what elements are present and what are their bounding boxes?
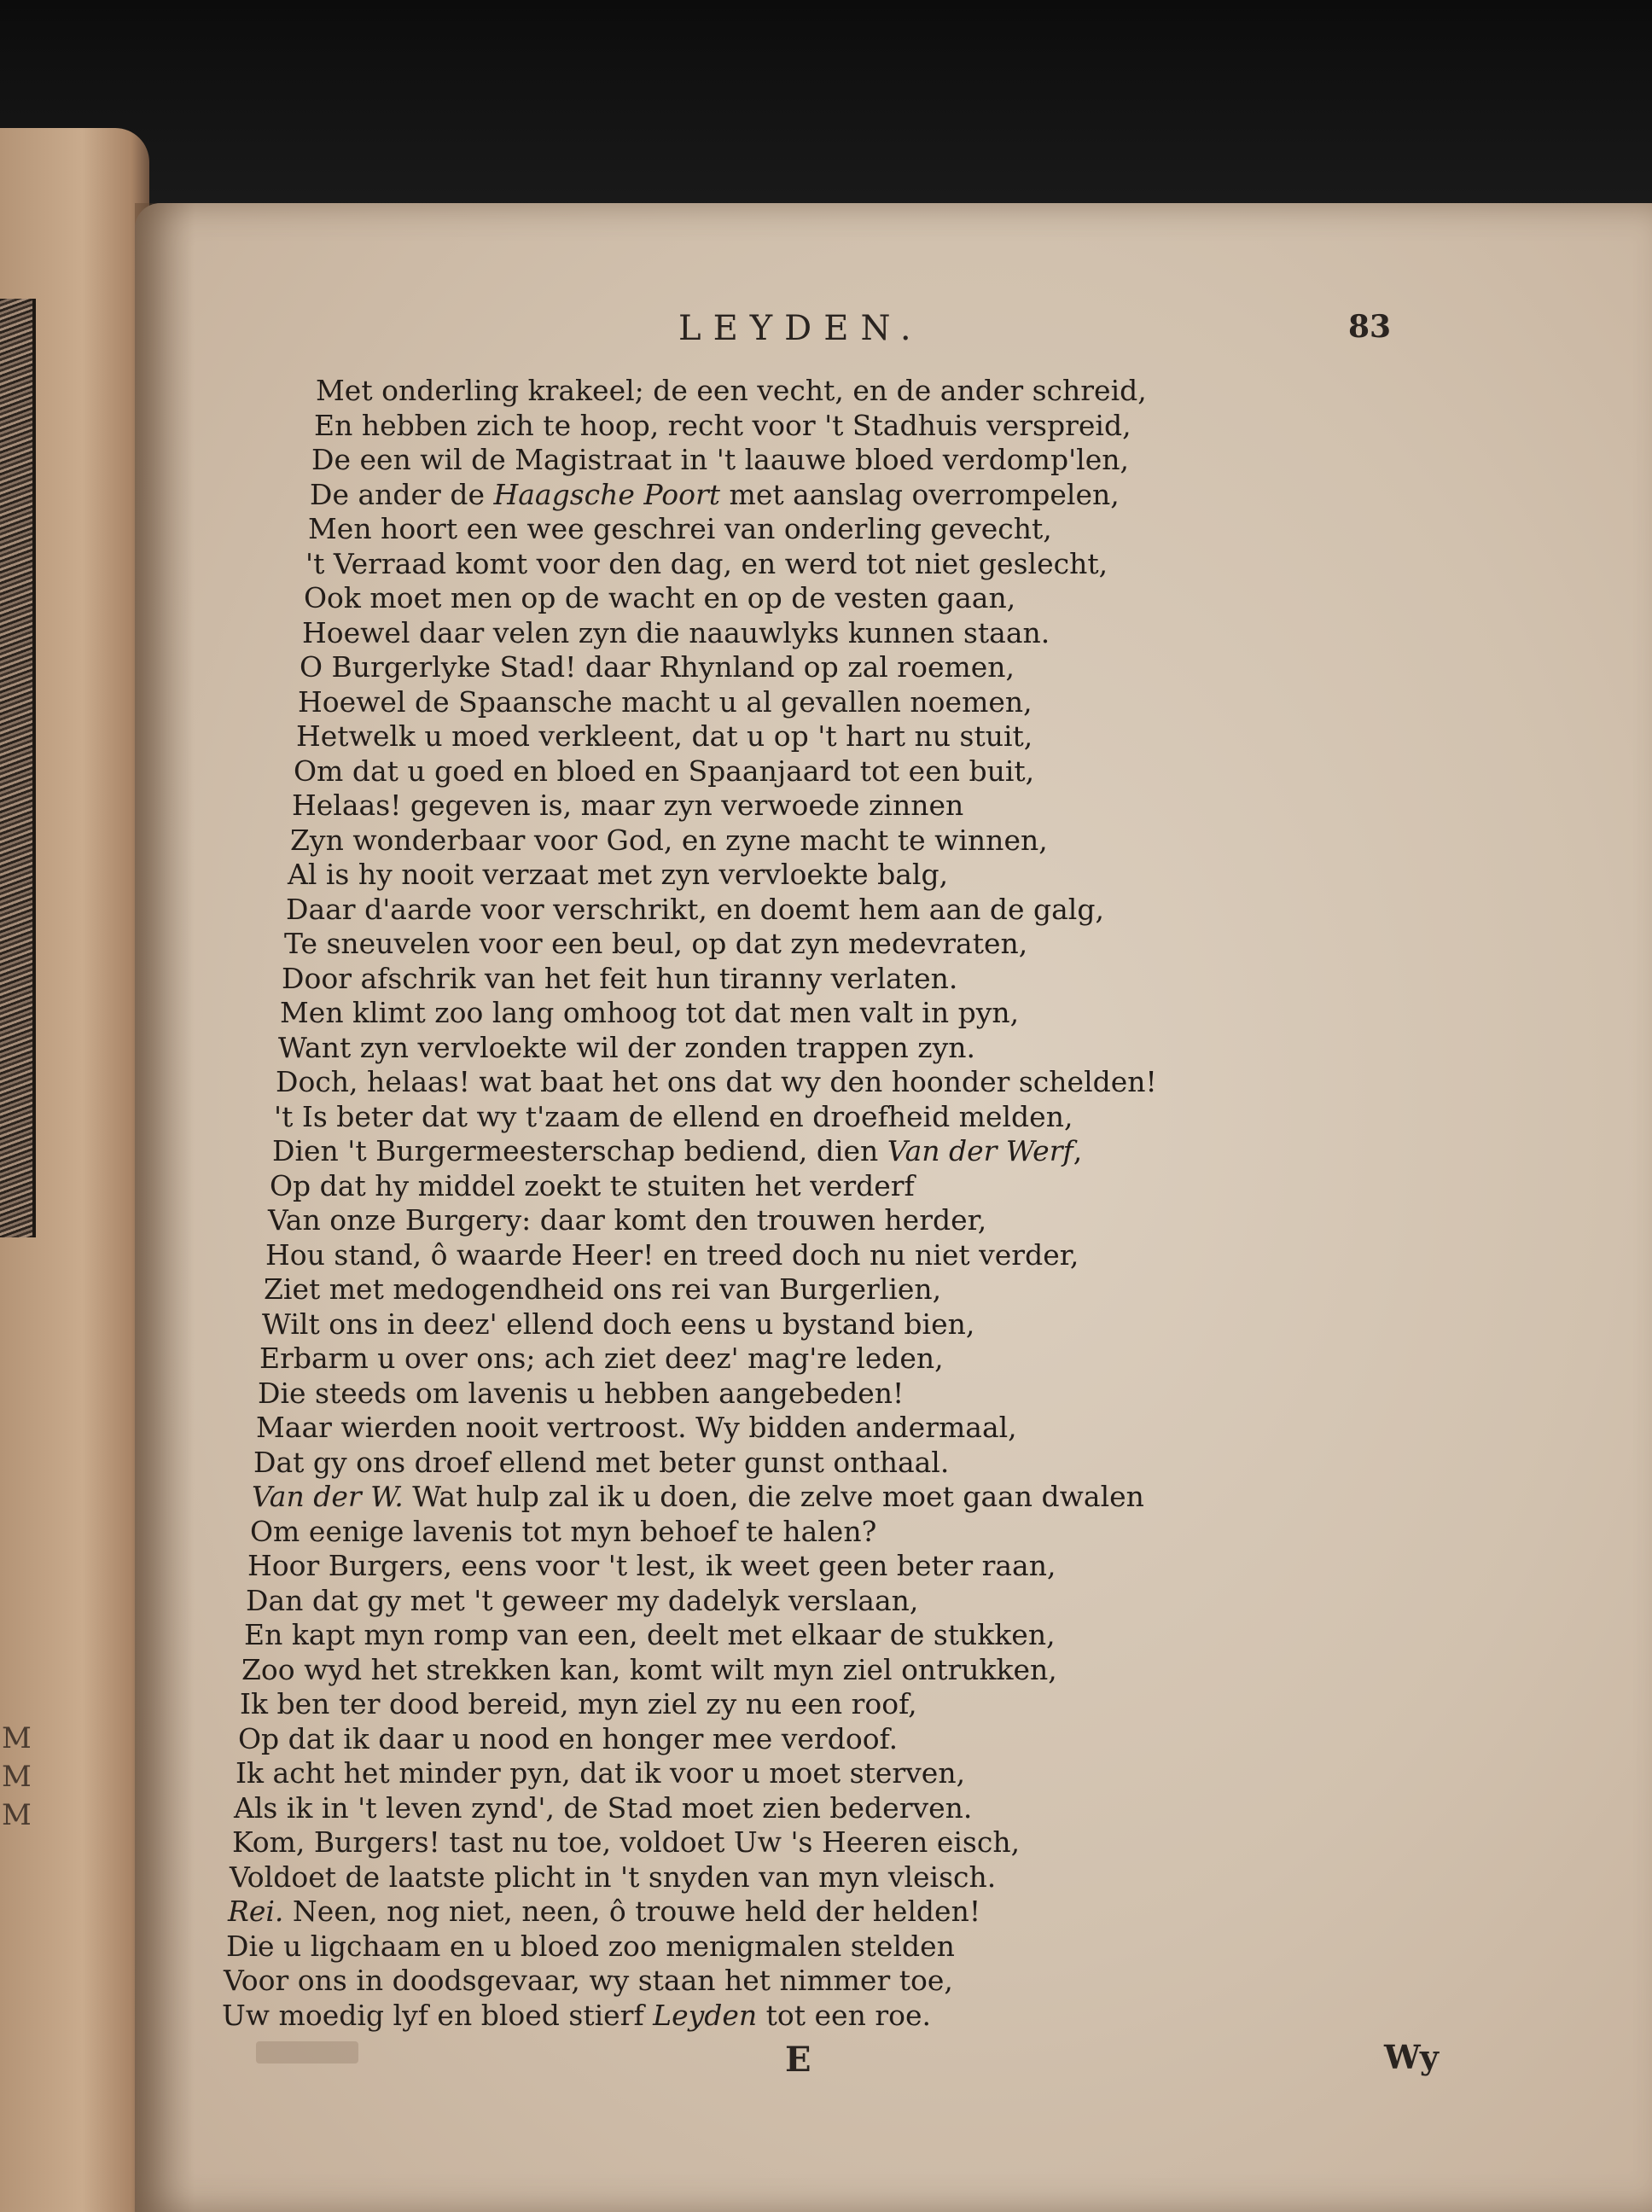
catchword: Wy <box>1384 2038 1439 2076</box>
line-text: Want zyn vervloekte wil der zonden trappen zyn. <box>278 1030 975 1064</box>
verse-line <box>213 443 1408 478</box>
line-text: Door afschrik van het feit hun tiranny verlaten. <box>282 961 958 995</box>
verse-line <box>213 996 1408 1031</box>
line-text: Hou stand, ô waarde Heer! en treed doch nu niet verder, <box>265 1237 1079 1272</box>
line-text: Men klimt zoo lang omhoog tot dat men valt in pyn, <box>280 996 1020 1029</box>
line-text: Als ik in 't leven zynd', de Stad moet zien bederven. <box>234 1790 973 1825</box>
verse-line <box>213 1653 1408 1688</box>
verse-line <box>213 1687 1408 1722</box>
verse-line <box>213 650 1408 685</box>
line-text: Die u ligchaam en u bloed zoo menigmalen stelden <box>226 1929 955 1963</box>
line-text: Ziet met medogendheid ons rei van Burgerlien, <box>264 1272 942 1306</box>
verse-line <box>213 374 1408 409</box>
verse-line <box>213 962 1408 997</box>
verse-line <box>213 789 1408 824</box>
verse-line <box>213 1031 1408 1066</box>
line-text: En hebben zich te hoop, recht voor 't Stadhuis verspreid, <box>314 408 1131 442</box>
verse-line <box>213 1272 1408 1307</box>
line-text: Uw moedig lyf en bloed stierf <box>222 1998 654 2032</box>
line-text: Die steeds om lavenis u hebben aangebeden! <box>258 1376 905 1410</box>
line-text: Wilt ons in deez' ellend doch eens u bystand bien, <box>262 1307 975 1341</box>
previous-page-edge <box>0 128 149 2212</box>
faded-ink-mark <box>256 2041 358 2064</box>
line-text: O Burgerlyke Stad! daar Rhynland op zal roemen, <box>300 650 1015 684</box>
verse-line <box>213 824 1408 859</box>
italic-text: Leyden <box>653 1998 758 2032</box>
line-text: Met onderling krakeel; de een vecht, en de ander schreid, <box>316 374 1147 407</box>
signature-mark: E <box>785 2040 811 2080</box>
verse-line <box>213 1549 1408 1584</box>
line-text: Zoo wyd het strekken kan, komt wilt myn ziel ontrukken, <box>241 1652 1057 1686</box>
verse-line <box>213 1515 1408 1550</box>
line-text: met aanslag overrompelen, <box>720 477 1120 511</box>
verse-line <box>213 581 1408 616</box>
line-text: Zyn wonderbaar voor God, en zyne macht te winnen, <box>290 823 1048 857</box>
italic-text: Rei. <box>228 1895 284 1928</box>
verse-text <box>213 374 1408 2033</box>
line-text: tot een roe. <box>757 1998 931 2032</box>
line-text: Doch, helaas! wat baat het ons dat wy den hoonder schelden! <box>276 1065 1157 1098</box>
verse-line <box>213 1307 1408 1342</box>
verse-line <box>213 1065 1408 1100</box>
line-text: De ander de <box>310 477 494 511</box>
verse-line <box>213 1895 1408 1930</box>
line-text: Dan dat gy met 't geweer my dadelyk verslaan, <box>246 1583 919 1617</box>
line-text: Neen, nog niet, neen, ô trouwe held der helden! <box>283 1895 981 1928</box>
line-text: , <box>1073 1134 1083 1167</box>
line-text: Helaas! gegeven is, maar zyn verwoede zinnen <box>292 789 964 822</box>
verse-line <box>213 685 1408 720</box>
verse-line <box>213 478 1408 513</box>
line-text: Voor ons in doodsgevaar, wy staan het nimmer toe, <box>224 1964 953 1997</box>
line-text: Dien 't Burgermeesterschap bediend, dien <box>272 1134 887 1167</box>
verse-line <box>213 512 1408 547</box>
line-text: Hoewel daar velen zyn die naauwlyks kunnen staan. <box>302 615 1050 649</box>
verse-line <box>213 1930 1408 1965</box>
verse-line <box>213 719 1408 754</box>
line-text: Hoor Burgers, eens voor 't lest, ik weet geen beter raan, <box>247 1549 1056 1582</box>
verse-line <box>213 1411 1408 1446</box>
verse-line <box>213 1238 1408 1273</box>
verse-line <box>213 1134 1408 1169</box>
verse-line <box>213 1342 1408 1377</box>
line-text: Dat gy ons droef ellend met beter gunst onthaal. <box>253 1445 950 1479</box>
line-text: Ook moet men op de wacht en op de vesten gaan, <box>304 581 1016 614</box>
verse-line <box>213 1446 1408 1481</box>
line-text: Hoewel de Spaansche macht u al gevallen noemen, <box>298 684 1032 719</box>
line-text: Men hoort een wee geschrei van onderling gevecht, <box>308 512 1052 545</box>
line-text: Te sneuvelen voor een beul, op dat zyn medevraten, <box>284 927 1028 960</box>
italic-text: Haagsche Poort <box>493 477 721 511</box>
page-number: 83 <box>1348 309 1392 345</box>
verse-line <box>213 1377 1408 1412</box>
line-text: 't Verraad komt voor den dag, en werd tot niet geslecht, <box>305 546 1108 580</box>
line-text: Daar d'aarde voor verschrikt, en doemt hem aan de galg, <box>286 892 1104 926</box>
verse-line <box>213 616 1408 651</box>
verse-line <box>213 927 1408 962</box>
verse-line <box>213 1480 1408 1515</box>
line-text: Voldoet de laatste plicht in 't snyden van myn vleisch. <box>230 1860 997 1894</box>
verse-line <box>213 1999 1408 2034</box>
verse-line <box>213 1756 1408 1791</box>
line-text: Ik acht het minder pyn, dat ik voor u moet sterven, <box>236 1756 966 1790</box>
line-text: En kapt myn romp van een, deelt met elkaar de stukken, <box>244 1618 1056 1651</box>
line-text: Erbarm u over ons; ach ziet deez' mag're leden, <box>259 1342 944 1375</box>
running-head: LEYDEN. <box>678 309 923 348</box>
line-text: 't Is beter dat wy t'zaam de ellend en droefheid melden, <box>274 1099 1073 1133</box>
line-text: Om eenige lavenis tot myn behoef te halen? <box>250 1514 877 1548</box>
margin-letter: M <box>2 1798 32 1832</box>
line-text: Van onze Burgery: daar komt den trouwen herder, <box>268 1203 987 1237</box>
verse-line <box>213 547 1408 582</box>
verse-line <box>213 1169 1408 1204</box>
line-text: Op dat hy middel zoekt te stuiten het verderf <box>270 1168 915 1202</box>
woodcut-illustration-edge <box>0 299 36 1237</box>
verse-line <box>213 409 1408 444</box>
verse-line <box>213 1100 1408 1135</box>
line-text: Ik ben ter dood bereid, myn ziel zy nu een roof, <box>240 1687 917 1720</box>
verse-line <box>213 1203 1408 1238</box>
line-text: Op dat ik daar u nood en honger mee verdoof. <box>238 1721 899 1755</box>
verse-line <box>213 1584 1408 1619</box>
verse-line <box>213 1618 1408 1653</box>
verse-line <box>213 1860 1408 1895</box>
line-text: Wat hulp zal ik u doen, die zelve moet gaan dwalen <box>403 1480 1144 1513</box>
verse-line <box>213 1825 1408 1860</box>
line-text: De een wil de Magistraat in 't laauwe bloed verdomp'len, <box>311 443 1129 476</box>
italic-text: Van der W. <box>252 1480 404 1513</box>
line-text: Maar wierden nooit vertroost. Wy bidden andermaal, <box>256 1411 1017 1444</box>
margin-letter: M <box>2 1721 32 1755</box>
verse-line <box>213 858 1408 893</box>
verse-line <box>213 1722 1408 1757</box>
line-text: Kom, Burgers! tast nu toe, voldoet Uw 's Heeren eisch, <box>232 1825 1021 1859</box>
line-text: Hetwelk u moed verkleent, dat u op 't hart nu stuit, <box>296 719 1033 753</box>
verse-line <box>213 754 1408 789</box>
verse-line <box>213 893 1408 928</box>
verse-line <box>213 1964 1408 1999</box>
line-text: Al is hy nooit verzaat met zyn vervloekte balg, <box>288 858 949 891</box>
margin-letter: M <box>2 1760 32 1794</box>
italic-text: Van der Werf <box>887 1134 1073 1167</box>
line-text: Om dat u goed en bloed en Spaanjaard tot een buit, <box>294 754 1035 788</box>
verse-line <box>213 1791 1408 1826</box>
